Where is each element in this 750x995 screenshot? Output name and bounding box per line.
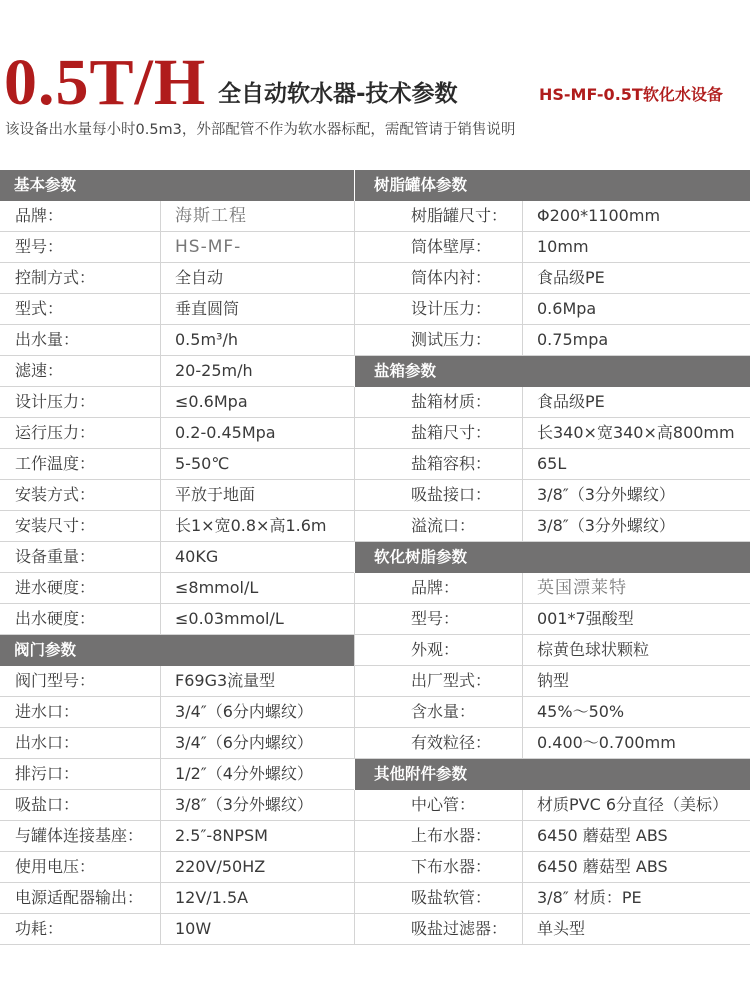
spec-label: 使用电压： (15, 857, 96, 876)
spec-label: 有效粒径： (411, 733, 492, 752)
spec-label: 设备重量： (15, 547, 96, 566)
spec-row (0, 883, 354, 914)
spec-row (0, 356, 354, 387)
spec-row (354, 604, 750, 635)
spec-value: 12V/1.5A (160, 883, 354, 913)
spec-row (354, 883, 750, 914)
spec-label: 出水硬度： (15, 609, 96, 628)
spec-label: 出水量： (15, 330, 80, 349)
spec-label: 阀门型号： (15, 671, 96, 690)
spec-row (0, 666, 354, 697)
spec-row (354, 821, 750, 852)
spec-value: 0.400～0.700mm (522, 728, 750, 758)
spec-label: 吸盐过滤器： (411, 919, 508, 938)
spec-row (0, 449, 354, 480)
spec-label: 含水量： (411, 702, 476, 721)
spec-label: 筒体壁厚： (411, 237, 492, 256)
spec-label: 溢流口： (411, 516, 476, 535)
spec-value: 45%～50% (522, 697, 750, 727)
spec-value: 平放于地面 (160, 480, 354, 510)
spec-value: 10W (160, 914, 354, 944)
spec-row (354, 697, 750, 728)
spec-row (0, 201, 354, 232)
spec-row (354, 480, 750, 511)
section-header-accessories: 其他附件参数 (354, 759, 750, 790)
spec-row (354, 232, 750, 263)
spec-row (354, 387, 750, 418)
spec-label: 安装方式： (15, 485, 96, 504)
spec-row (0, 325, 354, 356)
spec-label: 型式： (15, 299, 64, 318)
spec-row (354, 666, 750, 697)
spec-row (354, 449, 750, 480)
page-header (0, 0, 750, 118)
spec-label: 控制方式： (15, 268, 96, 287)
spec-value: Φ200*1100mm (522, 201, 750, 231)
spec-label: 工作温度： (15, 454, 96, 473)
spec-value: 6450 蘑菇型 ABS (522, 852, 750, 882)
spec-row (354, 294, 750, 325)
spec-value: 6450 蘑菇型 ABS (522, 821, 750, 851)
spec-row (0, 294, 354, 325)
tank-rows (354, 201, 750, 356)
spec-value: 2.5″-8NPSM (160, 821, 354, 851)
spec-label: 出水口： (15, 733, 80, 752)
spec-label: 盐箱尺寸： (411, 423, 492, 442)
spec-row (0, 790, 354, 821)
spec-row (0, 511, 354, 542)
spec-label: 安装尺寸： (15, 516, 96, 535)
spec-row (0, 604, 354, 635)
spec-value: 0.2-0.45Mpa (160, 418, 354, 448)
spec-label: 品牌： (15, 206, 64, 225)
spec-row (354, 511, 750, 542)
spec-value: HS-MF- (160, 232, 354, 262)
spec-label: 吸盐接口： (411, 485, 492, 504)
spec-value: 食品级PE (522, 263, 750, 293)
spec-row (354, 635, 750, 666)
basic-rows (0, 201, 354, 635)
spec-value: 0.6Mpa (522, 294, 750, 324)
spec-row (0, 480, 354, 511)
section-header-basic: 基本参数 (0, 170, 354, 201)
spec-value: 长340×宽340×高800mm (522, 418, 750, 448)
spec-value: F69G3流量型 (160, 666, 354, 696)
spec-value: 食品级PE (522, 387, 750, 417)
spec-value: 全自动 (160, 263, 354, 293)
spec-label: 吸盐软管： (411, 888, 492, 907)
spec-value: 英国漂莱特 (522, 573, 750, 603)
spec-note: 该设备出水量每小时0.5m3，外部配管不作为软水器标配，需配管请于销售说明 (5, 122, 516, 138)
spec-row (0, 573, 354, 604)
spec-row (354, 852, 750, 883)
spec-label: 吸盐口： (15, 795, 80, 814)
spec-label: 盐箱材质： (411, 392, 492, 411)
capacity-title: 0.5T/H (4, 46, 207, 119)
spec-label: 型号： (15, 237, 64, 256)
spec-value: 0.75mpa (522, 325, 750, 355)
spec-row (0, 759, 354, 790)
spec-row (0, 852, 354, 883)
spec-row (0, 697, 354, 728)
resin-rows (354, 573, 750, 759)
spec-label: 电源适配器输出： (15, 888, 144, 907)
spec-value: 220V/50HZ (160, 852, 354, 882)
spec-label: 进水硬度： (15, 578, 96, 597)
spec-label: 滤速： (15, 361, 64, 380)
spec-value: 材质PVC 6分直径（美标） (522, 790, 750, 820)
spec-value: 20-25m/h (160, 356, 354, 386)
spec-row (0, 821, 354, 852)
spec-label: 与罐体连接基座： (15, 826, 144, 845)
spec-value: 1/2″（4分外螺纹） (160, 759, 354, 789)
spec-value: 3/8″（3分外螺纹） (522, 480, 750, 510)
accessories-rows (354, 790, 750, 945)
spec-label: 测试压力： (411, 330, 492, 349)
spec-row (354, 201, 750, 232)
spec-value: 钠型 (522, 666, 750, 696)
spec-label: 中心管： (411, 795, 476, 814)
section-header-tank: 树脂罐体参数 (354, 170, 750, 201)
spec-label: 筒体内衬： (411, 268, 492, 287)
spec-value: 3/8″（3分外螺纹） (522, 511, 750, 541)
spec-label: 运行压力： (15, 423, 96, 442)
spec-label: 树脂罐尺寸： (411, 206, 508, 225)
spec-label: 品牌： (411, 578, 460, 597)
spec-row (0, 914, 354, 945)
spec-label: 外观： (411, 640, 460, 659)
spec-value: 单头型 (522, 914, 750, 944)
spec-row (0, 387, 354, 418)
spec-row (354, 728, 750, 759)
spec-value: 垂直圆筒 (160, 294, 354, 324)
spec-value: 0.5m³/h (160, 325, 354, 355)
spec-row (0, 542, 354, 573)
spec-value: 3/4″（6分内螺纹） (160, 728, 354, 758)
spec-row (354, 418, 750, 449)
spec-row (354, 790, 750, 821)
model-tag: HS-MF-0.5T软化水设备 (539, 85, 723, 104)
left-column (0, 170, 354, 945)
spec-value: 40KG (160, 542, 354, 572)
spec-label: 上布水器： (411, 826, 492, 845)
spec-value: ≤0.03mmol/L (160, 604, 354, 634)
spec-value: 3/8″（3分外螺纹） (160, 790, 354, 820)
spec-row (354, 325, 750, 356)
section-header-salt: 盐箱参数 (354, 356, 750, 387)
right-column (354, 170, 750, 945)
spec-label: 排污口： (15, 764, 80, 783)
spec-row (354, 914, 750, 945)
spec-value: 3/4″（6分内螺纹） (160, 697, 354, 727)
spec-row (0, 263, 354, 294)
valve-rows (0, 666, 354, 945)
spec-label: 进水口： (15, 702, 80, 721)
spec-row (354, 573, 750, 604)
spec-label: 设计压力： (15, 392, 96, 411)
spec-label: 设计压力： (411, 299, 492, 318)
spec-row (0, 418, 354, 449)
page-title: 全自动软水器-技术参数 (218, 81, 458, 107)
spec-label: 功耗： (15, 919, 64, 938)
spec-value: 3/8″ 材质：PE (522, 883, 750, 913)
section-header-resin: 软化树脂参数 (354, 542, 750, 573)
spec-value: 65L (522, 449, 750, 479)
spec-value: ≤0.6Mpa (160, 387, 354, 417)
spec-value: 棕黄色球状颗粒 (522, 635, 750, 665)
section-header-valve: 阀门参数 (0, 635, 354, 666)
spec-row (354, 263, 750, 294)
spec-row (0, 232, 354, 263)
spec-value: 长1×宽0.8×高1.6m (160, 511, 354, 541)
spec-row (0, 728, 354, 759)
spec-value: 5-50℃ (160, 449, 354, 479)
spec-label: 盐箱容积： (411, 454, 492, 473)
spec-value: 海斯工程 (160, 201, 354, 231)
spec-label: 型号： (411, 609, 460, 628)
salt-rows (354, 387, 750, 542)
spec-label: 下布水器： (411, 857, 492, 876)
spec-value: 10mm (522, 232, 750, 262)
spec-value: ≤8mmol/L (160, 573, 354, 603)
spec-label: 出厂型式： (411, 671, 492, 690)
spec-value: 001*7强酸型 (522, 604, 750, 634)
